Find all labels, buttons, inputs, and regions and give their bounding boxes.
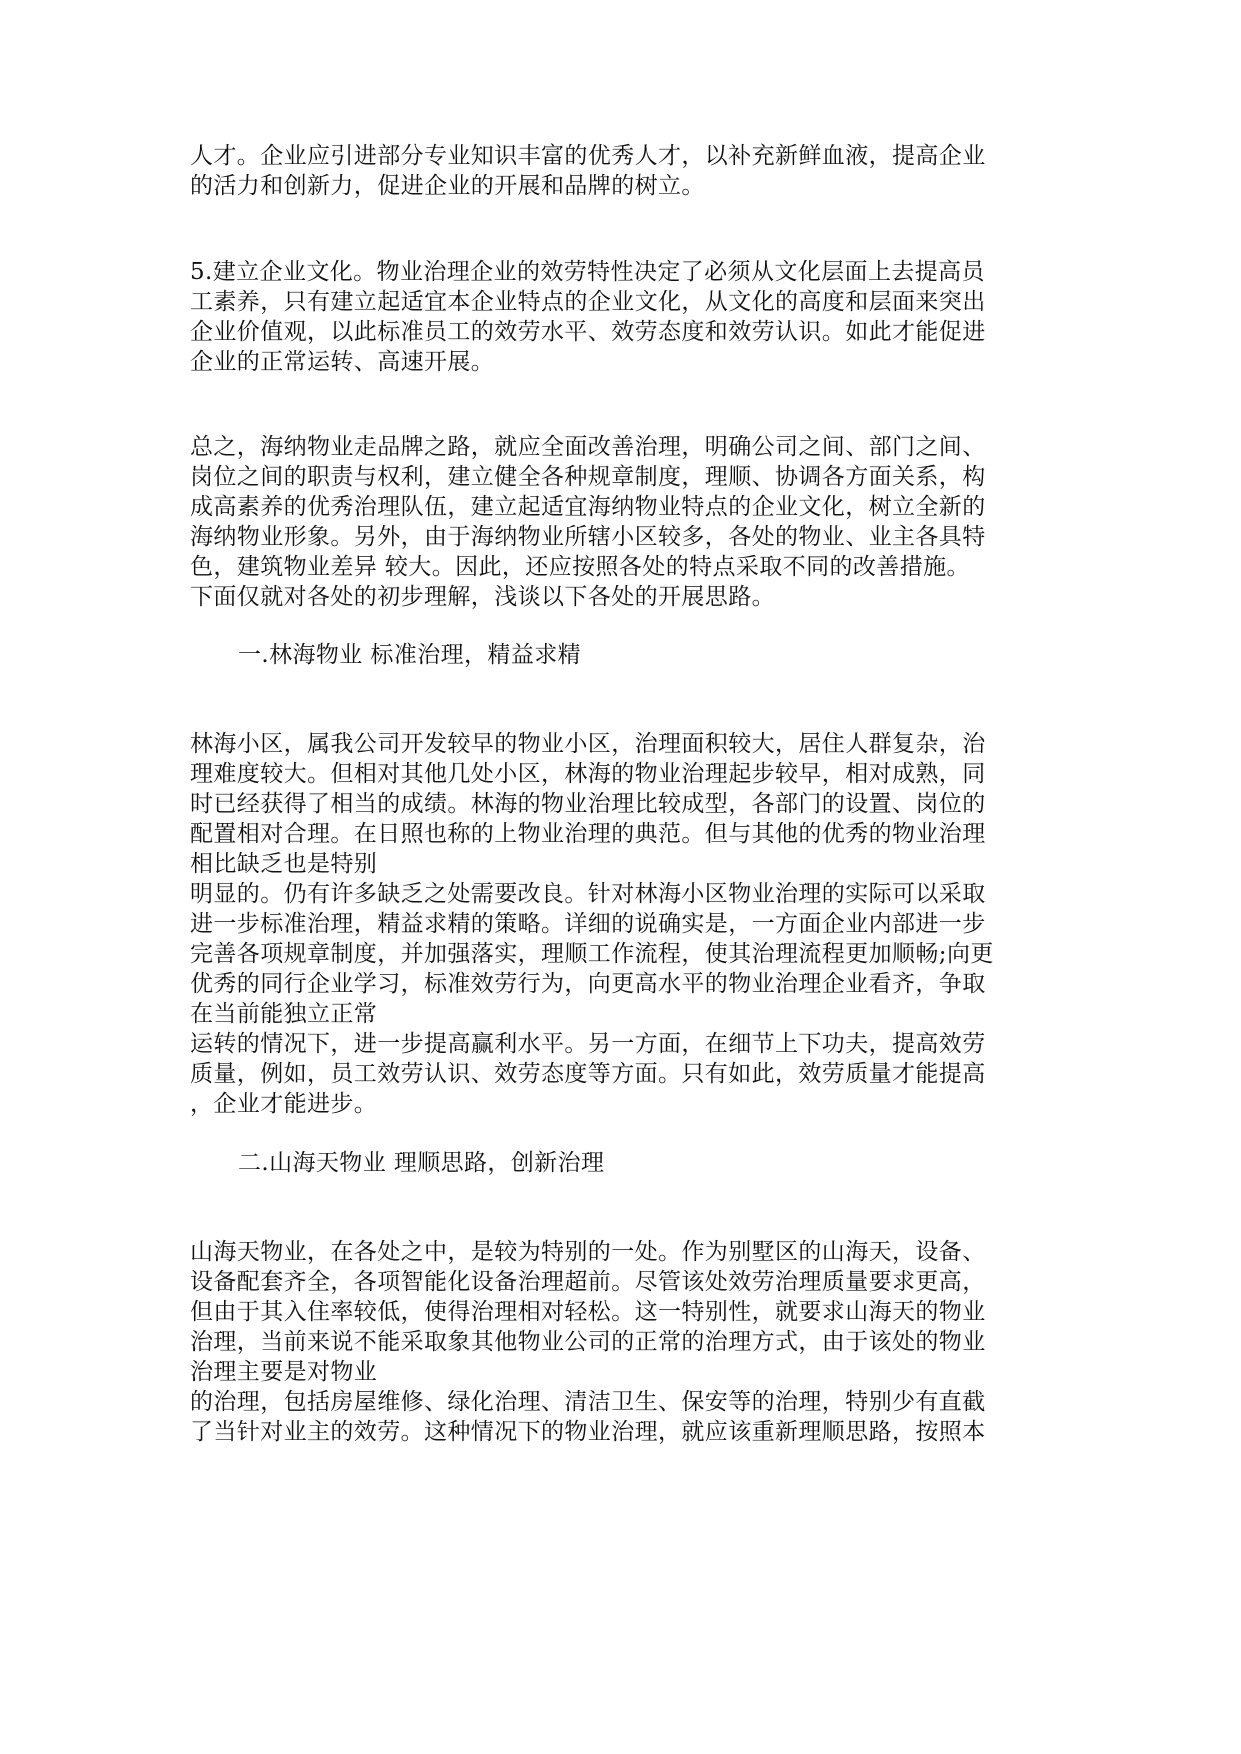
- text-line: 优秀的同行企业学习，标准效劳行为，向更高水平的物业治理企业看齐，争取: [190, 971, 986, 997]
- text-line: 相比缺乏也是特别: [190, 851, 378, 877]
- text-line: 海纳物业形象。另外，由于海纳物业所辖小区较多，各处的物业、业主各具特: [190, 524, 986, 550]
- text-line: 进一步标准治理，精益求精的策略。详细的说确实是，一方面企业内部进一步: [190, 911, 986, 937]
- text-line: 林海小区，属我公司开发较早的物业小区，治理面积较大，居住人群复杂，治: [190, 731, 986, 757]
- section-heading: 二.山海天物业 理顺思路，创新治理: [238, 1150, 605, 1176]
- text-line: 的活力和创新力，促进企业的开展和品牌的树立。: [190, 173, 705, 199]
- text-line: 质量，例如，员工效劳认识、效劳态度等方面。只有如此，效劳质量才能提高: [190, 1061, 986, 1087]
- text-line: 时已经获得了相当的成绩。林海的物业治理比较成型，各部门的设置、岗位的: [190, 791, 986, 817]
- text-line: 工素养，只有建立起适宜本企业特点的企业文化，从文化的高度和层面来突出: [190, 289, 986, 315]
- text-line: 总之，海纳物业走品牌之路，就应全面改善治理，明确公司之间、部门之间、: [190, 434, 986, 460]
- text-line: 企业的正常运转、高速开展。: [190, 349, 495, 375]
- text-line: 理难度较大。但相对其他几处小区，林海的物业治理起步较早，相对成熟，同: [190, 761, 986, 787]
- text-line: 色，建筑物业差异 较大。因此，还应按照各处的特点采取不同的改善措施。: [190, 554, 970, 580]
- text-line: 在当前能独立正常: [190, 1001, 378, 1027]
- text-line: 明显的。仍有许多缺乏之处需要改良。针对林海小区物业治理的实际可以采取: [190, 881, 986, 907]
- text-line: 山海天物业，在各处之中，是较为特别的一处。作为别墅区的山海天，设备、: [190, 1239, 986, 1265]
- text-line: 成高素养的优秀治理队伍，建立起适宜海纳物业特点的企业文化，树立全新的: [190, 494, 986, 520]
- text-line: 设备配套齐全，各项智能化设备治理超前。尽管该处效劳治理质量要求更高，: [190, 1269, 986, 1295]
- text-line: 配置相对合理。在日照也称的上物业治理的典范。但与其他的优秀的物业治理: [190, 821, 986, 847]
- text-line: 但由于其入住率较低，使得治理相对轻松。这一特别性，就要求山海天的物业: [190, 1299, 986, 1325]
- text-line: ，企业才能进步。: [190, 1091, 378, 1117]
- section-heading: 一.林海物业 标准治理，精益求精: [238, 642, 582, 668]
- text-line: 岗位之间的职责与权利，建立健全各种规章制度，理顺、协调各方面关系，构: [190, 464, 986, 490]
- text-line: 完善各项规章制度，并加强落实，理顺工作流程，使其治理流程更加顺畅;向更: [190, 941, 994, 967]
- text-line: 治理，当前来说不能采取象其他物业公司的正常的治理方式，由于该处的物业: [190, 1329, 986, 1355]
- text-line: 下面仅就对各处的初步理解，浅谈以下各处的开展思路。: [190, 584, 775, 610]
- text-line: 5.建立企业文化。物业治理企业的效劳特性决定了必须从文化层面上去提高员: [190, 259, 985, 285]
- text-line: 运转的情况下，进一步提高赢利水平。另一方面，在细节上下功夫，提高效劳: [190, 1031, 986, 1057]
- text-line: 企业价值观，以此标准员工的效劳水平、效劳态度和效劳认识。如此才能促进: [190, 319, 986, 345]
- text-line: 治理主要是对物业: [190, 1359, 378, 1385]
- text-line: 人才。企业应引进部分专业知识丰富的优秀人才，以补充新鲜血液，提高企业: [190, 143, 986, 169]
- text-line: 的治理，包括房屋维修、绿化治理、清洁卫生、保安等的治理，特别少有直截: [190, 1389, 986, 1415]
- text-line: 了当针对业主的效劳。这种情况下的物业治理，就应该重新理顺思路，按照本: [190, 1419, 986, 1445]
